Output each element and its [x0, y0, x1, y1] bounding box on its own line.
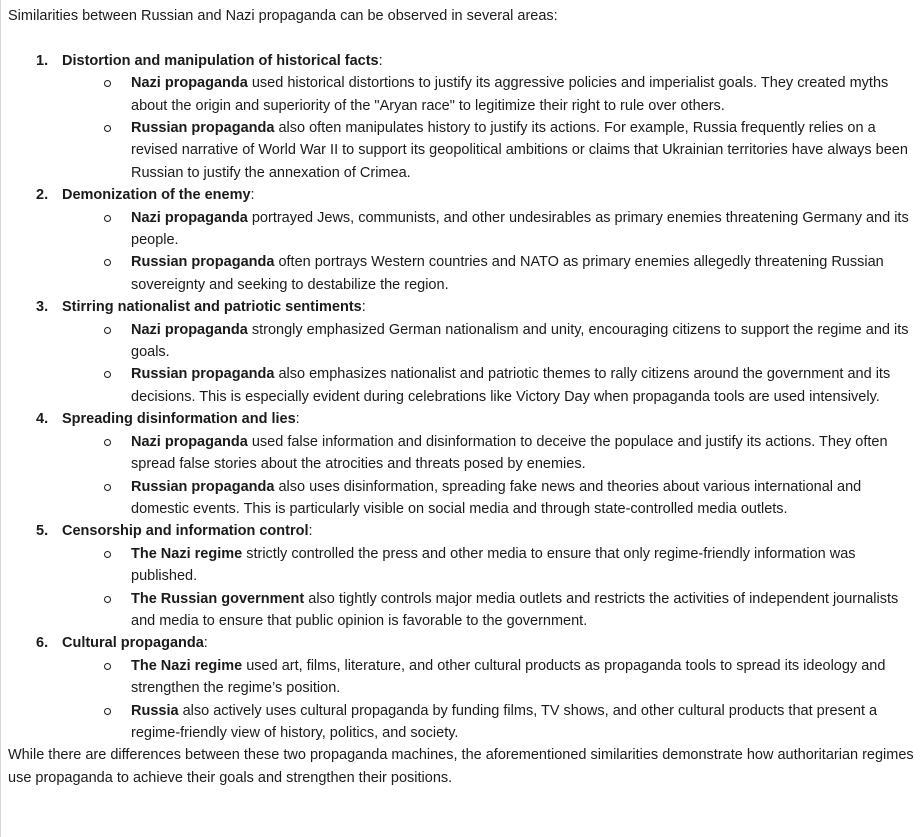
bullet-lead: Russian propaganda	[131, 120, 275, 137]
circle-bullet-icon	[104, 125, 111, 132]
list-item	[8, 50, 915, 184]
bullet-lead: Nazi propaganda	[131, 209, 248, 226]
bullet-body: portrayed Jews, communists, and other undesirables as primary enemies threatening Germany and its people.	[131, 209, 909, 249]
item-number: 2.	[36, 187, 49, 204]
bullet-body: also often manipulates history to justify its actions. For example, Russia frequently relies on a revised narrative of World War II to support its geopolitical ambitions or claims that Ukrainian territories have always been Russian to justify the annexation of Crimea.	[131, 120, 908, 181]
item-heading	[8, 296, 915, 318]
bullet-text	[131, 588, 915, 633]
item-heading	[8, 632, 915, 654]
bullet-lead: The Russian government	[131, 590, 305, 607]
bullet-text	[131, 431, 915, 476]
bullet-lead: Nazi propaganda	[131, 75, 248, 92]
item-heading-text	[62, 50, 915, 72]
item-number: 6.	[36, 635, 49, 652]
heading-colon: :	[361, 299, 366, 316]
bullet-body: strongly emphasized German nationalism and unity, encouraging citizens to support the regime and its goals.	[131, 321, 909, 361]
circle-bullet-icon	[104, 551, 111, 558]
bullet-item	[8, 431, 915, 476]
bullet-text	[131, 363, 915, 408]
circle-bullet-icon	[104, 371, 111, 378]
list-item	[8, 184, 915, 296]
circle-bullet-icon	[104, 259, 111, 266]
bullet-body: also actively uses cultural propaganda by funding films, TV shows, and other cultural products that present a regime-friendly view of history, politics, and society.	[131, 702, 878, 741]
circle-bullet-icon	[104, 596, 111, 603]
circle-bullet-icon	[104, 708, 111, 715]
heading-colon: :	[250, 187, 255, 204]
item-heading	[8, 520, 915, 542]
heading-colon: :	[295, 411, 300, 428]
item-number: 3.	[36, 299, 49, 316]
heading-colon: :	[308, 523, 313, 540]
closing-paragraph: While there are differences between these two propaganda machines, the aforementioned similarities demonstrate how authoritarian regimes use propaganda to achieve their goals and strengthen their positions.	[8, 747, 914, 786]
item-heading-bold: Stirring nationalist and patriotic sentiments	[62, 299, 362, 316]
bullet-lead: Nazi propaganda	[131, 321, 248, 338]
item-heading-text	[62, 632, 915, 654]
bullet-body: often portrays Western countries and NATO as primary enemies allegedly threatening Russian sovereignty and seeking to destabilize the region.	[131, 254, 884, 293]
item-heading	[8, 408, 915, 430]
bullet-item	[8, 700, 915, 745]
bullet-text	[131, 655, 915, 700]
item-number: 5.	[36, 523, 49, 540]
intro-paragraph: Similarities between Russian and Nazi propaganda can be observed in several areas:	[8, 8, 558, 24]
bullet-text	[131, 319, 915, 364]
item-heading-bold: Spreading disinformation and lies	[62, 411, 296, 428]
bullet-item	[8, 117, 915, 184]
bullet-item	[8, 543, 915, 588]
bullet-lead: Russian propaganda	[131, 366, 275, 383]
circle-bullet-icon	[104, 215, 111, 222]
bullet-text	[131, 251, 915, 296]
item-heading-text	[62, 408, 915, 430]
bullet-text	[131, 700, 915, 745]
bullet-body: strictly controlled the press and other media to ensure that only regime-friendly information was published.	[131, 545, 856, 585]
bullet-text	[131, 117, 915, 184]
bullet-text	[131, 207, 915, 252]
bullet-lead: The Nazi regime	[131, 545, 243, 562]
item-heading	[8, 184, 915, 206]
bullet-text	[131, 476, 915, 521]
item-heading-bold: Distortion and manipulation of historical facts	[62, 52, 379, 69]
bullet-item	[8, 319, 915, 364]
bullet-item	[8, 251, 915, 296]
list-item	[8, 520, 915, 632]
item-number: 4.	[36, 411, 49, 428]
circle-bullet-icon	[104, 327, 111, 334]
bullet-lead: Russian propaganda	[131, 254, 275, 271]
circle-bullet-icon	[104, 484, 111, 491]
bullet-item	[8, 476, 915, 521]
item-number: 1.	[36, 52, 49, 69]
bullet-body: also tightly controls major media outlets and restricts the activities of independent journalists and media to ensure that public opinion is favorable to the government.	[131, 590, 899, 629]
list-item	[8, 632, 915, 744]
item-heading-text	[62, 184, 915, 206]
circle-bullet-icon	[104, 439, 111, 446]
bullet-item	[8, 588, 915, 633]
bullet-lead: The Nazi regime	[131, 657, 243, 674]
circle-bullet-icon	[104, 663, 111, 670]
list-item	[8, 408, 915, 520]
bullet-body: used historical distortions to justify its aggressive policies and imperialist goals. They created myths about the origin and superiority of the "Aryan race" to legitimize their right to rule over others.	[131, 75, 889, 114]
item-heading-bold: Censorship and information control	[62, 523, 309, 540]
heading-colon: :	[203, 635, 208, 652]
bullet-item	[8, 363, 915, 408]
bullet-item	[8, 655, 915, 700]
bullet-lead: Russia	[131, 702, 179, 719]
bullet-body: also emphasizes nationalist and patriotic themes to rally citizens around the government and its decisions. This is especially evident during celebrations like Victory Day when propaganda tools are used intensively.	[131, 366, 891, 405]
bullet-text	[131, 72, 915, 117]
item-heading-text	[62, 520, 915, 542]
circle-bullet-icon	[104, 80, 111, 87]
bullet-item	[8, 207, 915, 252]
bullet-lead: Russian propaganda	[131, 478, 275, 495]
bullet-body: used false information and disinformation to deceive the populace and justify its actions. They often spread false stories about the atrocities and threats posed by enemies.	[131, 433, 888, 473]
heading-colon: :	[378, 52, 383, 69]
bullet-text	[131, 543, 915, 588]
item-heading-text	[62, 296, 915, 318]
bullet-body: used art, films, literature, and other cultural products as propaganda tools to spread its ideology and strengthen the regime’s position.	[131, 657, 886, 697]
bullet-lead: Nazi propaganda	[131, 433, 248, 450]
item-heading-bold: Cultural propaganda	[62, 635, 204, 652]
list-item	[8, 296, 915, 408]
item-heading-bold: Demonization of the enemy	[62, 187, 251, 204]
bullet-body: also uses disinformation, spreading fake news and theories about various international and domestic events. This is particularly visible on social media and through state-controlled media outlets.	[131, 478, 862, 517]
bullet-item	[8, 72, 915, 117]
item-heading	[8, 50, 915, 72]
